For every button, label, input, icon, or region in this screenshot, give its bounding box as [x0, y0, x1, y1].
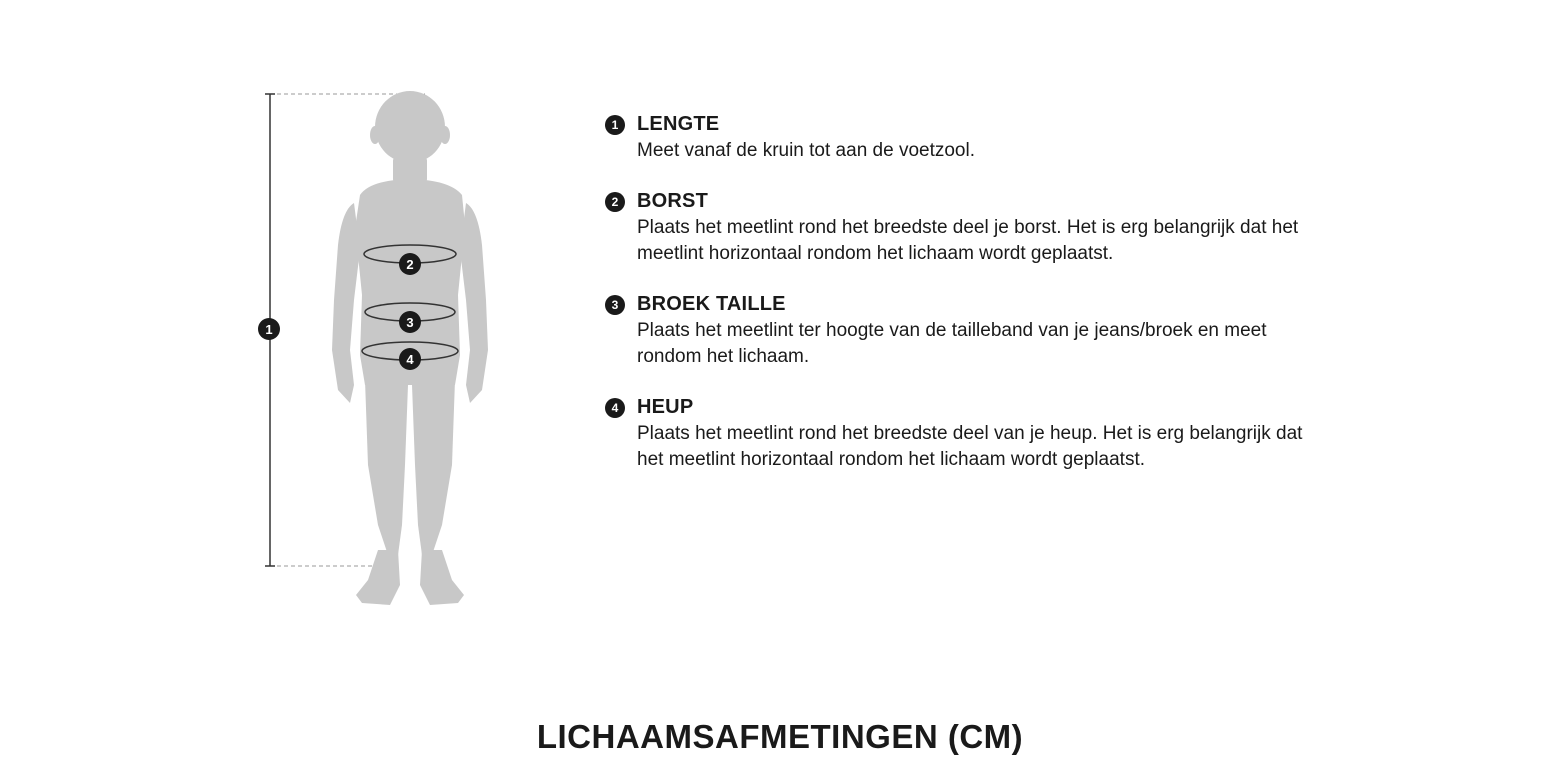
measurement-description: Plaats het meetlint ter hoogte van de tailleband van je jeans/broek en meet rondom het lichaam. [637, 319, 1267, 367]
measurement-heading: LENGTE [637, 113, 720, 135]
number-badge: 1 [605, 115, 625, 135]
measurement-description: Plaats het meetlint rond het breedste deel van je heup. Het is erg belangrijk dat het meetlint horizontaal rondom het lichaam wordt geplaatst. [637, 422, 1303, 470]
measurement-item-waist [605, 290, 1325, 371]
measurement-heading: BROEK TAILLE [637, 292, 786, 315]
number-badge: 2 [605, 192, 625, 212]
measurement-heading: BORST [637, 189, 708, 212]
measurement-description: Plaats het meetlint rond het breedste deel je borst. Het is erg belangrijk dat het meetlint horizontaal rondom het lichaam wordt geplaatst. [637, 216, 1299, 264]
body-measurement-diagram [250, 85, 510, 615]
measurement-heading: HEUP [637, 395, 694, 418]
svg-text:4: 4 [406, 352, 414, 367]
page-title: LICHAAMSAFMETINGEN (CM) [536, 718, 1024, 755]
measurement-item-hip [605, 393, 1325, 474]
hip-marker [399, 348, 421, 370]
measurement-description: Meet vanaf de kruin tot aan de voetzool. [637, 140, 975, 161]
number-badge: 3 [605, 295, 625, 315]
svg-text:2: 2 [406, 257, 414, 272]
measurement-item-chest [605, 187, 1325, 268]
svg-text:3: 3 [406, 315, 414, 330]
chest-marker [399, 253, 421, 275]
number-badge: 4 [605, 398, 625, 418]
measurement-item-length [605, 110, 1325, 165]
measurement-instructions [605, 110, 1325, 496]
child-body-figure [250, 85, 510, 615]
height-marker [258, 318, 280, 340]
waist-marker [399, 311, 421, 333]
svg-text:1: 1 [265, 322, 273, 337]
